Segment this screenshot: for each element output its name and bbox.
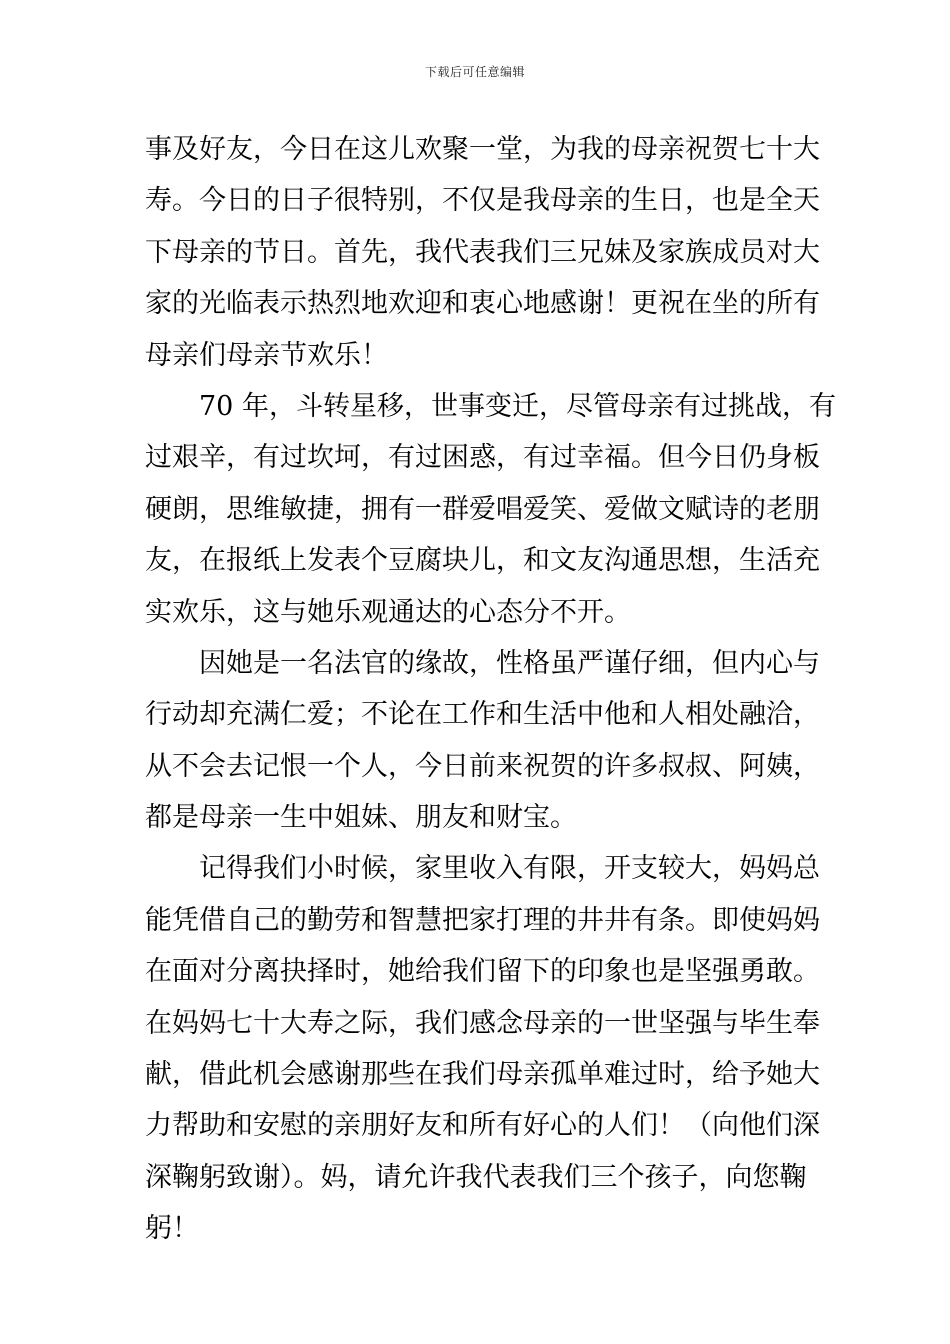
text-line: 能凭借自己的勤劳和智慧把家打理的井井有条。即使妈妈 <box>145 904 820 936</box>
document-body <box>145 124 836 1255</box>
text-line: 寿。今日的日子很特别，不仅是我母亲的生日，也是全天 <box>145 185 820 217</box>
text-line: 70 年，斗转星移，世事变迁，尽管母亲有过挑战，有 <box>199 390 836 422</box>
text-line: 母亲们母亲节欢乐！ <box>145 339 388 371</box>
text-line: 在面对分离抉择时，她给我们留下的印象也是坚强勇敢。 <box>145 956 820 988</box>
text-line: 下母亲的节日。首先，我代表我们三兄妹及家族成员对大 <box>145 236 820 268</box>
paragraph <box>145 638 820 844</box>
paragraph <box>145 843 820 1254</box>
text-line: 在妈妈七十大寿之际，我们感念母亲的一世坚强与毕生奉 <box>145 1007 820 1039</box>
paragraph <box>145 381 836 638</box>
page-header: 下载后可任意编辑 <box>424 65 525 79</box>
text-line: 躬！ <box>145 1213 199 1245</box>
text-line: 行动却充满仁爱；不论在工作和生活中他和人相处融洽， <box>145 699 820 731</box>
text-line: 献，借此机会感谢那些在我们母亲孤单难过时，给予她大 <box>145 1059 820 1091</box>
text-line: 硬朗，思维敏捷，拥有一群爱唱爱笑、爱做文赋诗的老朋 <box>145 493 820 525</box>
paragraph <box>145 124 820 381</box>
text-line: 事及好友，今日在这儿欢聚一堂，为我的母亲祝贺七十大 <box>145 134 820 165</box>
text-line: 实欢乐，这与她乐观通达的心态分不开。 <box>145 596 631 628</box>
text-line: 过艰辛，有过坎坷，有过困惑，有过幸福。但今日仍身板 <box>145 442 820 474</box>
text-line: 从不会去记恨一个人，今日前来祝贺的许多叔叔、阿姨， <box>145 750 820 782</box>
text-line: 友，在报纸上发表个豆腐块儿，和文友沟通思想，生活充 <box>145 545 820 577</box>
text-line: 因她是一名法官的缘故，性格虽严谨仔细，但内心与 <box>199 647 820 679</box>
text-line: 记得我们小时候，家里收入有限，开支较大，妈妈总 <box>199 853 820 885</box>
text-line: 深鞠躬致谢）。妈，请允许我代表我们三个孩子，向您鞠 <box>145 1161 807 1193</box>
text-line: 都是母亲一生中姐妹、朋友和财宝。 <box>145 802 577 834</box>
text-line: 力帮助和安慰的亲朋好友和所有好心的人们！（向他们深 <box>145 1110 820 1142</box>
text-line: 家的光临表示热烈地欢迎和衷心地感谢！更祝在坐的所有 <box>145 288 820 320</box>
